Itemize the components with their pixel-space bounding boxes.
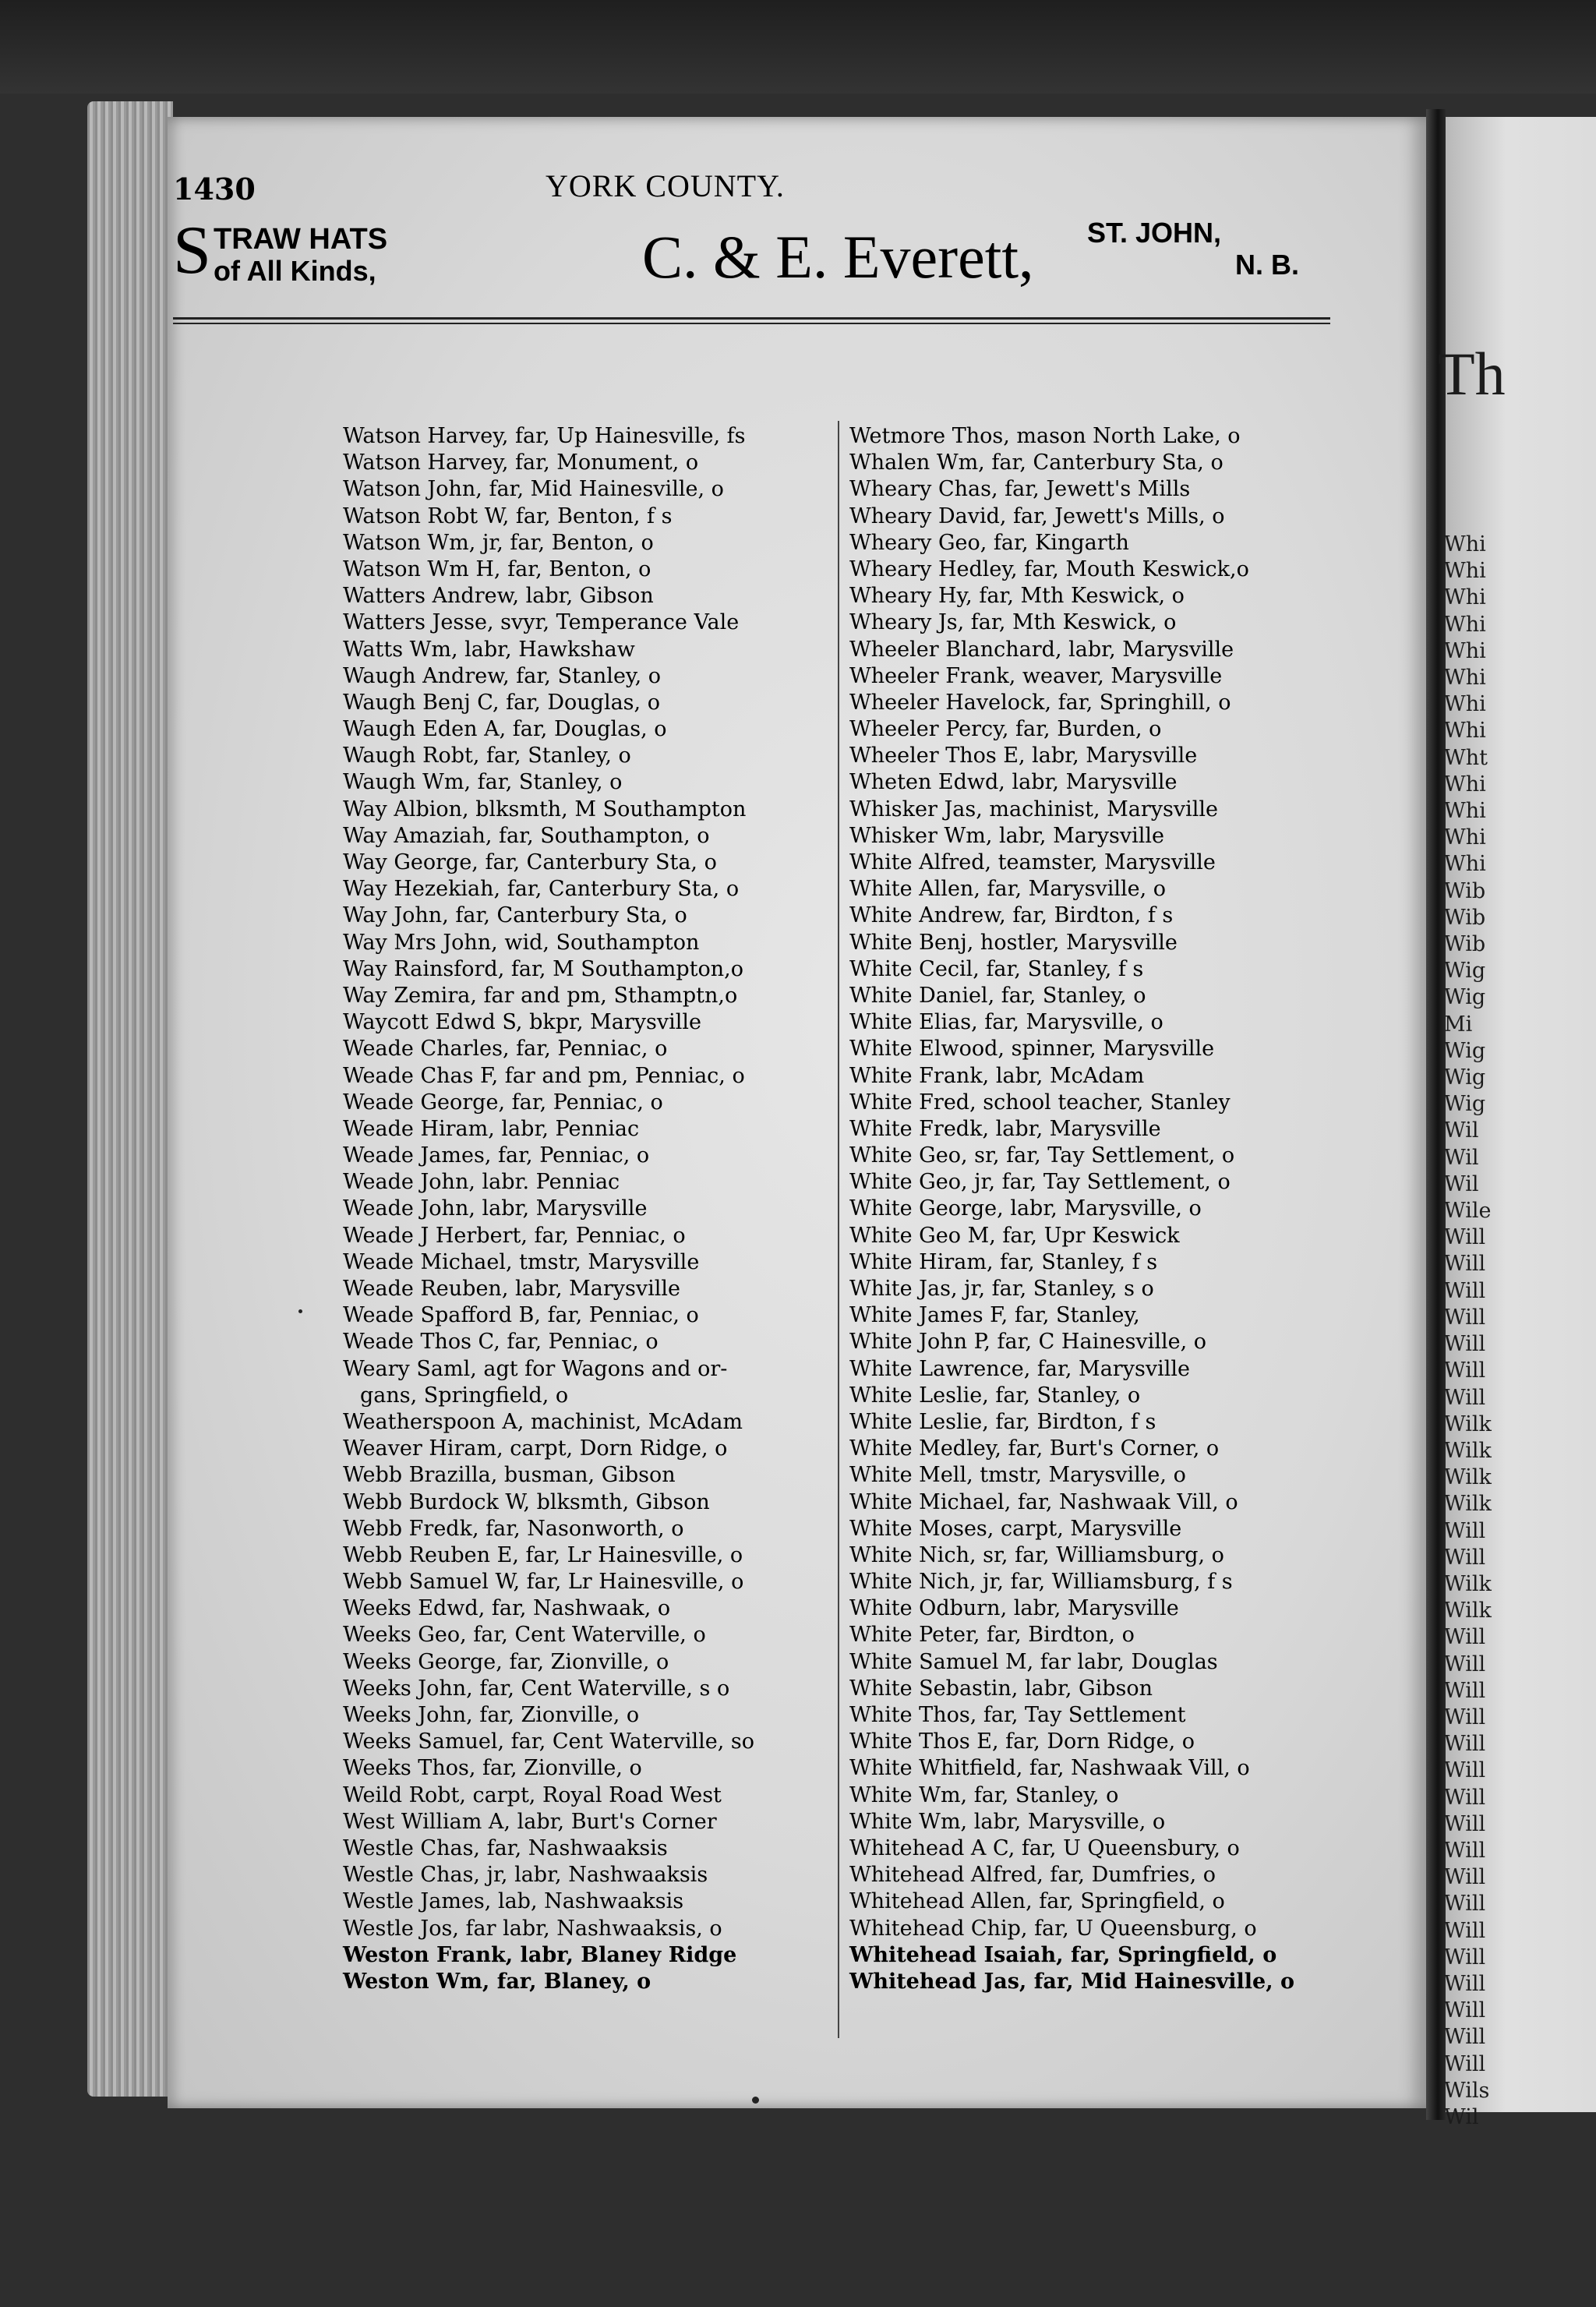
directory-entry: White James F, far, Stanley, bbox=[849, 1303, 1140, 1328]
facing-page-fragment: Will bbox=[1444, 1892, 1486, 1917]
column-divider bbox=[838, 421, 839, 2038]
directory-entry: Watson Wm H, far, Benton, o bbox=[343, 556, 651, 581]
directory-entry: White Hiram, far, Stanley, f s bbox=[849, 1249, 1158, 1274]
directory-entry: Whitehead Chip, far, U Queensburg, o bbox=[849, 1916, 1257, 1941]
facing-page-fragment: Whi bbox=[1444, 532, 1486, 556]
directory-entry: Way Amaziah, far, Southampton, o bbox=[343, 823, 710, 848]
facing-page-fragment: Will bbox=[1444, 1918, 1486, 1943]
facing-page-heading: Th bbox=[1438, 340, 1506, 408]
directory-entry: White Alfred, teamster, Marysville bbox=[849, 850, 1216, 874]
directory-entry: White Cecil, far, Stanley, f s bbox=[849, 956, 1144, 981]
directory-entry: Watson Harvey, far, Up Hainesville, fs bbox=[343, 424, 746, 448]
directory-entry: Waycott Edwd S, bkpr, Marysville bbox=[343, 1010, 702, 1035]
directory-entry: Wheeler Havelock, far, Springhill, o bbox=[849, 690, 1231, 715]
facing-page-fragment: Will bbox=[1444, 1305, 1486, 1330]
facing-page-fragment: Will bbox=[1444, 1838, 1486, 1863]
directory-entry: Wheary Hy, far, Mth Keswick, o bbox=[849, 584, 1185, 609]
directory-entry: Weeks Edwd, far, Nashwaak, o bbox=[343, 1596, 671, 1621]
directory-entry: Westle Jos, far labr, Nashwaaksis, o bbox=[343, 1916, 722, 1941]
directory-entry: White Odburn, labr, Marysville bbox=[849, 1596, 1179, 1621]
directory-entry: Wheten Edwd, labr, Marysville bbox=[849, 770, 1178, 795]
facing-page-fragment: Will bbox=[1444, 1811, 1486, 1836]
page-number: 1430 bbox=[173, 171, 256, 207]
running-title: YORK COUNTY. bbox=[546, 168, 785, 203]
facing-page-fragment: Wht bbox=[1444, 745, 1488, 770]
advert-merchant-name: C. & E. Everett, bbox=[642, 223, 1034, 291]
directory-entry: Weade John, labr, Marysville bbox=[343, 1196, 648, 1221]
facing-page-fragment: Will bbox=[1444, 1652, 1486, 1676]
directory-entry: Whitehead Isaiah, far, Springfield, o bbox=[849, 1942, 1277, 1967]
directory-entry: White Jas, jr, far, Stanley, s o bbox=[849, 1277, 1154, 1301]
directory-entry: White Andrew, far, Birdton, f s bbox=[849, 903, 1174, 928]
directory-entry: gans, Springfield, o bbox=[360, 1383, 569, 1408]
directory-entry: White Frank, labr, McAdam bbox=[849, 1063, 1145, 1088]
left-column bbox=[343, 423, 754, 1995]
directory-entry: Webb Reuben E, far, Lr Hainesville, o bbox=[343, 1542, 743, 1567]
directory-entry: White Fredk, labr, Marysville bbox=[849, 1116, 1161, 1141]
facing-page-fragment: Whi bbox=[1444, 666, 1486, 691]
facing-page-fragment: Wil bbox=[1444, 1118, 1479, 1143]
directory-entry: Wheeler Thos E, labr, Marysville bbox=[849, 744, 1198, 768]
scanner-background-top bbox=[0, 0, 1596, 94]
facing-page-fragment: Will bbox=[1444, 1625, 1486, 1650]
advert-initial: S bbox=[173, 213, 211, 288]
directory-entry: Weeks Geo, far, Cent Waterville, o bbox=[343, 1623, 706, 1648]
directory-entry: Webb Burdock W, blksmth, Gibson bbox=[343, 1489, 710, 1514]
directory-entry: Weade Thos C, far, Penniac, o bbox=[343, 1330, 659, 1355]
facing-page-fragment: Wilk bbox=[1444, 1599, 1492, 1623]
directory-entry: Weild Robt, carpt, Royal Road West bbox=[343, 1782, 722, 1807]
directory-entry: Wetmore Thos, mason North Lake, o bbox=[849, 424, 1241, 448]
facing-page-fragment: Will bbox=[1444, 1705, 1486, 1729]
directory-entry: White Leslie, far, Stanley, o bbox=[849, 1383, 1141, 1408]
ink-speck bbox=[752, 2097, 759, 2104]
directory-entry: Wheary David, far, Jewett's Mills, o bbox=[849, 503, 1225, 528]
facing-page-fragment: Wib bbox=[1444, 878, 1486, 903]
facing-page-fragment: Wig bbox=[1444, 1038, 1486, 1063]
facing-page-fragment: Will bbox=[1444, 1865, 1486, 1890]
book-page-edges bbox=[87, 101, 173, 2097]
facing-page-fragment: Wil bbox=[1444, 1145, 1479, 1170]
directory-entry: White Thos, far, Tay Settlement bbox=[849, 1703, 1186, 1727]
directory-entry: Weary Saml, agt for Wagons and or- bbox=[343, 1356, 728, 1381]
facing-page-fragment: Wilk bbox=[1444, 1492, 1492, 1517]
directory-entry: Weatherspoon A, machinist, McAdam bbox=[343, 1409, 743, 1434]
facing-page-fragment: Wib bbox=[1444, 932, 1486, 957]
directory-entry: Whitehead Alfred, far, Dumfries, o bbox=[849, 1863, 1216, 1888]
directory-entry: Watson Wm, jr, far, Benton, o bbox=[343, 530, 654, 555]
facing-page-fragment: Will bbox=[1444, 1225, 1486, 1250]
facing-page-fragment: Will bbox=[1444, 1998, 1486, 2023]
book-gutter bbox=[1426, 109, 1446, 2120]
directory-entry: White Allen, far, Marysville, o bbox=[849, 877, 1167, 902]
directory-entry: Way Zemira, far and pm, Sthamptn,o bbox=[343, 983, 738, 1008]
directory-entry: Weeks Samuel, far, Cent Waterville, so bbox=[343, 1729, 754, 1754]
ink-speck bbox=[298, 1309, 302, 1313]
directory-entry: Watson Harvey, far, Monument, o bbox=[343, 450, 699, 475]
facing-page-fragment: Wilk bbox=[1444, 1465, 1492, 1490]
directory-entry: West William A, labr, Burt's Corner bbox=[343, 1809, 717, 1834]
directory-entry: Way George, far, Canterbury Sta, o bbox=[343, 850, 717, 874]
facing-page-fragment: Will bbox=[1444, 1358, 1486, 1383]
directory-entry: Whisker Jas, machinist, Marysville bbox=[849, 797, 1219, 821]
directory-entry: Weeks George, far, Zionville, o bbox=[343, 1649, 669, 1674]
directory-entry: Waugh Wm, far, Stanley, o bbox=[343, 770, 623, 795]
facing-page-fragment: Wils bbox=[1444, 2078, 1490, 2103]
directory-entry: White Wm, far, Stanley, o bbox=[849, 1782, 1119, 1807]
advert-city-line-1: ST. JOHN, bbox=[1087, 217, 1222, 249]
directory-entry: Waugh Andrew, far, Stanley, o bbox=[343, 663, 662, 688]
facing-page-fragment: Wib bbox=[1444, 905, 1486, 930]
directory-entry: White Daniel, far, Stanley, o bbox=[849, 983, 1146, 1008]
directory-entry: Whitehead A C, far, U Queensbury, o bbox=[849, 1835, 1240, 1860]
facing-page-fragment: Whi bbox=[1444, 825, 1486, 850]
directory-entry: Wheary Geo, far, Kingarth bbox=[849, 530, 1129, 555]
directory-entry: Wheary Hedley, far, Mouth Keswick,o bbox=[849, 556, 1249, 581]
header-rule-top bbox=[173, 317, 1330, 320]
advert-line-2: of All Kinds, bbox=[214, 255, 376, 287]
directory-entry: White Whitfield, far, Nashwaak Vill, o bbox=[849, 1756, 1250, 1781]
facing-page-fragment: Wilk bbox=[1444, 1411, 1492, 1436]
directory-entry: Watson Robt W, far, Benton, f s bbox=[343, 503, 673, 528]
directory-entry: Weeks John, far, Zionville, o bbox=[343, 1703, 640, 1727]
directory-entry: White Lawrence, far, Marysville bbox=[849, 1356, 1190, 1381]
advert-city bbox=[1087, 217, 1299, 281]
directory-entry: White Peter, far, Birdton, o bbox=[849, 1623, 1135, 1648]
directory-entry: Weade George, far, Penniac, o bbox=[343, 1090, 663, 1115]
directory-entry: White Mell, tmstr, Marysville, o bbox=[849, 1463, 1186, 1488]
facing-page-fragment: Will bbox=[1444, 2025, 1486, 2050]
facing-page-fragment: Whi bbox=[1444, 585, 1486, 610]
facing-page-fragment: Will bbox=[1444, 1971, 1486, 1996]
directory-entry: White John P, far, C Hainesville, o bbox=[849, 1330, 1206, 1355]
facing-page-fragment: Wilk bbox=[1444, 1438, 1492, 1463]
facing-page-fragment: Will bbox=[1444, 1518, 1486, 1543]
facing-page-fragment: Will bbox=[1444, 1678, 1486, 1703]
facing-page-fragment: Whi bbox=[1444, 799, 1486, 824]
directory-entry: Wheeler Percy, far, Burden, o bbox=[849, 717, 1162, 742]
directory-entry: White Wm, labr, Marysville, o bbox=[849, 1809, 1166, 1834]
facing-page-fragment: Whi bbox=[1444, 638, 1486, 663]
facing-page-fragment: Will bbox=[1444, 1758, 1486, 1783]
directory-entry: Watters Jesse, svyr, Temperance Vale bbox=[343, 610, 740, 635]
facing-page-fragment: Wile bbox=[1444, 1199, 1492, 1224]
facing-page-fragment: Wilk bbox=[1444, 1571, 1492, 1596]
directory-entry: Weade John, labr. Penniac bbox=[343, 1170, 620, 1195]
directory-entry: Weade Reuben, labr, Marysville bbox=[343, 1277, 681, 1301]
directory-entry: White Leslie, far, Birdton, f s bbox=[849, 1409, 1156, 1434]
directory-entry: White Samuel M, far labr, Douglas bbox=[849, 1649, 1218, 1674]
directory-entry: White Geo M, far, Upr Keswick bbox=[849, 1223, 1180, 1248]
directory-entry: Wheeler Blanchard, labr, Marysville bbox=[849, 637, 1234, 662]
directory-entry: Way Hezekiah, far, Canterbury Sta, o bbox=[343, 877, 740, 902]
facing-page-fragment: Wig bbox=[1444, 1065, 1486, 1090]
directory-entry: Wheary Chas, far, Jewett's Mills bbox=[849, 477, 1191, 502]
facing-page-fragment: Whi bbox=[1444, 772, 1486, 797]
directory-entry: Whitehead Jas, far, Mid Hainesville, o bbox=[849, 1969, 1295, 1994]
directory-entry: Weaver Hiram, carpt, Dorn Ridge, o bbox=[343, 1436, 728, 1461]
directory-entry: White Fred, school teacher, Stanley bbox=[849, 1090, 1231, 1115]
facing-page-fragment: Wig bbox=[1444, 1092, 1486, 1117]
directory-entry: Watts Wm, labr, Hawkshaw bbox=[343, 637, 635, 662]
facing-page-fragment: Will bbox=[1444, 1385, 1486, 1410]
directory-entry: White Michael, far, Nashwaak Vill, o bbox=[849, 1489, 1238, 1514]
directory-entry: Weade Chas F, far and pm, Penniac, o bbox=[343, 1063, 745, 1088]
directory-entry: Way Mrs John, wid, Southampton bbox=[343, 930, 700, 955]
directory-entry: Weade J Herbert, far, Penniac, o bbox=[343, 1223, 686, 1248]
directory-entry: Weeks Thos, far, Zionville, o bbox=[343, 1756, 642, 1781]
directory-entry: Weade Spafford B, far, Penniac, o bbox=[343, 1303, 699, 1328]
directory-entry: Way Albion, blksmth, M Southampton bbox=[343, 797, 747, 821]
directory-entry: Weade Michael, tmstr, Marysville bbox=[343, 1249, 700, 1274]
facing-page-fragment: Whi bbox=[1444, 559, 1486, 584]
directory-entry: Wheary Js, far, Mth Keswick, o bbox=[849, 610, 1177, 635]
directory-entry: Wheeler Frank, weaver, Marysville bbox=[849, 663, 1223, 688]
facing-page-fragment: Will bbox=[1444, 2051, 1486, 2076]
facing-page-fragment: Wig bbox=[1444, 985, 1486, 1010]
directory-entry: Way Rainsford, far, M Southampton,o bbox=[343, 956, 743, 981]
directory-entry: White Geo, jr, far, Tay Settlement, o bbox=[849, 1170, 1231, 1195]
facing-page-fragment: Will bbox=[1444, 1252, 1486, 1277]
directory-entry: Westle James, lab, Nashwaaksis bbox=[343, 1889, 684, 1914]
directory-entry: Weade James, far, Penniac, o bbox=[343, 1143, 650, 1168]
facing-page-fragment: Will bbox=[1444, 1732, 1486, 1757]
facing-page-fragment: Will bbox=[1444, 1278, 1486, 1303]
directory-entry: Webb Fredk, far, Nasonworth, o bbox=[343, 1516, 684, 1541]
facing-page-fragment: Wig bbox=[1444, 959, 1486, 984]
directory-entry: Whitehead Allen, far, Springfield, o bbox=[849, 1889, 1225, 1914]
directory-entry: White Benj, hostler, Marysville bbox=[849, 930, 1178, 955]
directory-entry: Watters Andrew, labr, Gibson bbox=[343, 584, 654, 609]
directory-entry: White Geo, sr, far, Tay Settlement, o bbox=[849, 1143, 1235, 1168]
directory-entry: Weade Charles, far, Penniac, o bbox=[343, 1037, 668, 1062]
facing-page-fragment: Whi bbox=[1444, 719, 1486, 744]
facing-page-fragment: Will bbox=[1444, 1332, 1486, 1357]
directory-entry: Westle Chas, jr, labr, Nashwaaksis bbox=[343, 1863, 708, 1888]
directory-entry: White Sebastin, labr, Gibson bbox=[849, 1676, 1153, 1701]
advert-city-line-2: N. B. bbox=[1235, 249, 1300, 281]
directory-entry: Weade Hiram, labr, Penniac bbox=[343, 1116, 640, 1141]
directory-entry: White Thos E, far, Dorn Ridge, o bbox=[849, 1729, 1195, 1754]
directory-entry: Waugh Eden A, far, Douglas, o bbox=[343, 717, 667, 742]
directory-entry: White Nich, sr, far, Williamsburg, o bbox=[849, 1542, 1224, 1567]
directory-entry: White Elwood, spinner, Marysville bbox=[849, 1037, 1215, 1062]
facing-page bbox=[1438, 117, 1596, 2129]
facing-page-fragment: Mi bbox=[1444, 1012, 1473, 1037]
directory-entry: Webb Brazilla, busman, Gibson bbox=[343, 1463, 676, 1488]
directory-entry: White Medley, far, Burt's Corner, o bbox=[849, 1436, 1220, 1461]
directory-entry: Whisker Wm, labr, Marysville bbox=[849, 823, 1164, 848]
facing-page-fragment: Will bbox=[1444, 1785, 1486, 1810]
directory-entry: Weeks John, far, Cent Waterville, s o bbox=[343, 1676, 730, 1701]
facing-page-column bbox=[1444, 532, 1492, 2131]
facing-page-fragment: Wil bbox=[1444, 2104, 1479, 2129]
directory-entry: White George, labr, Marysville, o bbox=[849, 1196, 1202, 1221]
header-rule-bottom bbox=[173, 323, 1330, 324]
directory-entry: Whalen Wm, far, Canterbury Sta, o bbox=[849, 450, 1223, 475]
directory-entry: Way John, far, Canterbury Sta, o bbox=[343, 903, 687, 928]
directory-entry: White Moses, carpt, Marysville bbox=[849, 1516, 1182, 1541]
facing-page-fragment: Will bbox=[1444, 1945, 1486, 1970]
directory-entry: Waugh Benj C, far, Douglas, o bbox=[343, 690, 660, 715]
right-column bbox=[849, 423, 1364, 1995]
directory-entry: White Elias, far, Marysville, o bbox=[849, 1010, 1163, 1035]
facing-page-fragment: Wil bbox=[1444, 1171, 1479, 1196]
facing-page-fragment: Whi bbox=[1444, 852, 1486, 877]
directory-entry: Watson John, far, Mid Hainesville, o bbox=[343, 477, 724, 502]
directory-entry: Westle Chas, far, Nashwaaksis bbox=[343, 1835, 668, 1860]
directory-entry: Weston Wm, far, Blaney, o bbox=[343, 1969, 651, 1994]
directory-entry: White Nich, jr, far, Williamsburg, f s bbox=[849, 1570, 1233, 1595]
facing-page-fragment: Whi bbox=[1444, 692, 1486, 717]
facing-page-fragment: Will bbox=[1444, 1545, 1486, 1570]
directory-entry: Webb Samuel W, far, Lr Hainesville, o bbox=[343, 1570, 744, 1595]
directory-entry: Weston Frank, labr, Blaney Ridge bbox=[343, 1942, 737, 1967]
advert-line-1: TRAW HATS bbox=[214, 223, 388, 256]
facing-page-fragment: Whi bbox=[1444, 612, 1486, 637]
directory-entry: Waugh Robt, far, Stanley, o bbox=[343, 744, 631, 768]
